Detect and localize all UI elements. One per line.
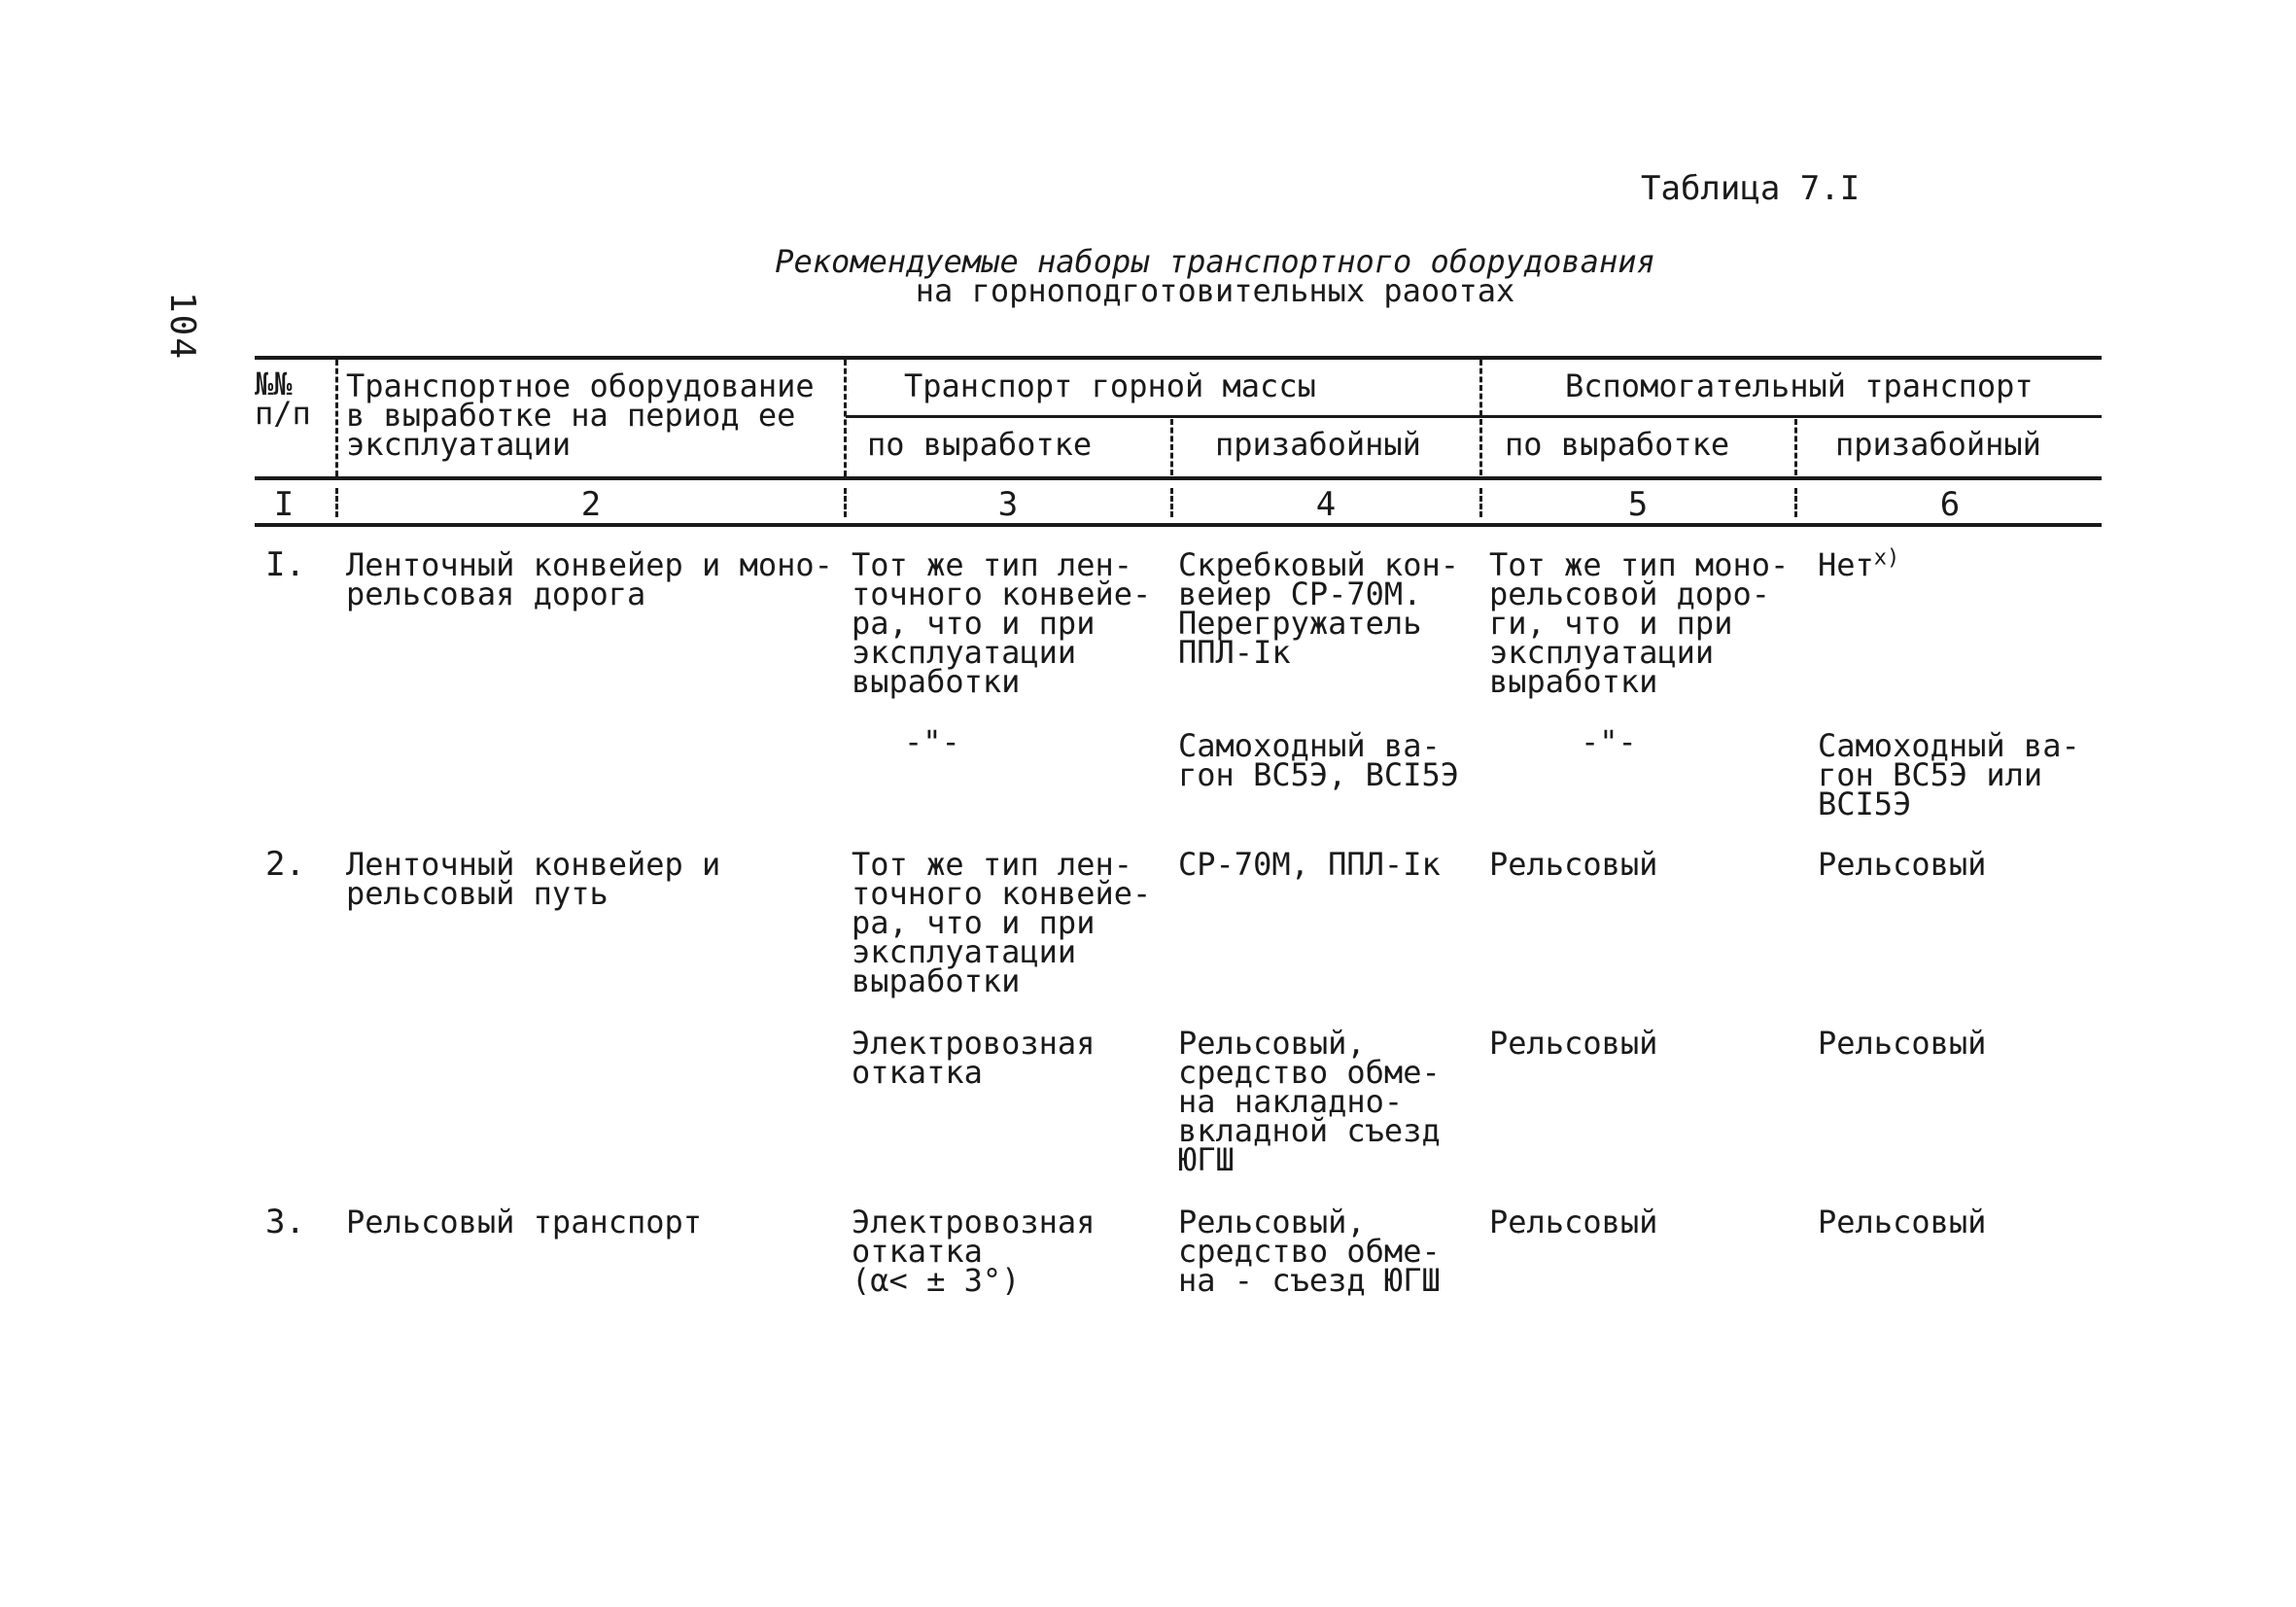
header-group-mining-mass: Транспорт горной массы [904, 367, 1316, 404]
row-number: 3. [265, 1203, 305, 1241]
column-number: 4 [1315, 485, 1337, 524]
header-col3: по выработке [867, 426, 1093, 463]
cell-haul-by-drift: Электровозная откатка [852, 1025, 1096, 1091]
header-separator [1170, 419, 1173, 475]
cell-haul-face: Рельсовый, средство обме- на - съезд ЮГШ [1178, 1204, 1441, 1299]
cell-aux-by-drift: Рельсовый [1489, 1204, 1658, 1240]
group-divider-rule [846, 415, 2102, 418]
column-number-separator [335, 488, 338, 517]
cell-haul-by-drift: Тот же тип лен- точного конвейе- ра, что и при эксплуатации выработки [852, 546, 1152, 700]
row-number: I. [265, 545, 305, 584]
cell-aux-face: Рельсовый [1818, 1025, 1987, 1062]
header-group-auxiliary: Вспомогательный транспорт [1565, 367, 2034, 404]
page-number: 104 [162, 292, 202, 362]
cell-haul-face: СР-70М, ППЛ-Iк [1178, 846, 1441, 883]
column-number: 6 [1939, 485, 1961, 524]
header-col5: по выработке [1505, 426, 1730, 463]
cell-equipment: Рельсовый транспорт [346, 1204, 703, 1240]
header-separator [1479, 419, 1482, 475]
cell-aux-face [1818, 545, 1900, 583]
cell-aux-face: Самоходный ва- гон ВС5Э или ВСI5Э [1818, 727, 2080, 822]
header-col4: призабойный [1215, 426, 1421, 463]
column-number: I [273, 485, 295, 524]
column-number-separator [844, 488, 847, 517]
cell-haul-face: Скребковый кон- вейер СР-70М. Перегружатель ППЛ-Iк [1178, 546, 1459, 671]
cell-aux-by-drift: -"- [1581, 723, 1637, 760]
header-separator [1479, 360, 1482, 416]
cell-aux-face-text: Нет [1818, 546, 1874, 583]
header-number: №№ п/п [255, 366, 311, 432]
column-number: 2 [580, 485, 602, 524]
cell-aux-face: Рельсовый [1818, 846, 1987, 883]
cell-haul-by-drift: -"- [904, 723, 960, 760]
cell-equipment: Ленточный конвейер и рельсовый путь [346, 846, 721, 912]
header-separator [1794, 419, 1797, 475]
header-col6: призабойный [1835, 426, 2041, 463]
header-separator [335, 360, 338, 476]
cell-haul-by-drift: Тот же тип лен- точного конвейе- ра, что и при эксплуатации выработки [852, 846, 1152, 999]
cell-equipment: Ленточный конвейер и моно- рельсовая дорога [346, 546, 833, 612]
header-separator [844, 360, 847, 476]
column-number-separator [1170, 488, 1173, 517]
footnote-marker: х) [1873, 545, 1900, 571]
table-caption [758, 243, 1672, 309]
column-number-separator [1794, 488, 1797, 517]
column-number-separator [1479, 488, 1482, 517]
header-equipment: Транспортное оборудование в выработке на период ее эксплуатации [346, 367, 815, 463]
row-number: 2. [265, 845, 305, 884]
cell-aux-face: Рельсовый [1818, 1204, 1987, 1240]
header-bottom-rule [255, 476, 2102, 480]
cell-haul-face: Рельсовый, средство обме- на накладно- вкладной съезд ЮГШ [1178, 1025, 1441, 1178]
table-top-rule [255, 356, 2102, 360]
caption-line-2: на горноподготовительных раоотах [915, 272, 1515, 309]
cell-aux-by-drift: Рельсовый [1489, 1025, 1658, 1062]
cell-aux-by-drift: Тот же тип моно- рельсовой доро- ги, что и при эксплуатации выработки [1489, 546, 1790, 700]
cell-haul-face: Самоходный ва- гон ВС5Э, ВСI5Э [1178, 727, 1459, 793]
cell-haul-by-drift: Электровозная откатка (α< ± 3°) [852, 1204, 1096, 1299]
column-number: 5 [1627, 485, 1649, 524]
table-label: Таблица 7.I [1641, 169, 1861, 208]
column-number: 3 [997, 485, 1019, 524]
column-numbers-rule [255, 523, 2102, 527]
caption-line-1: Рекомендуемые наборы транспортного оборудования [775, 243, 1655, 280]
cell-aux-by-drift: Рельсовый [1489, 846, 1658, 883]
